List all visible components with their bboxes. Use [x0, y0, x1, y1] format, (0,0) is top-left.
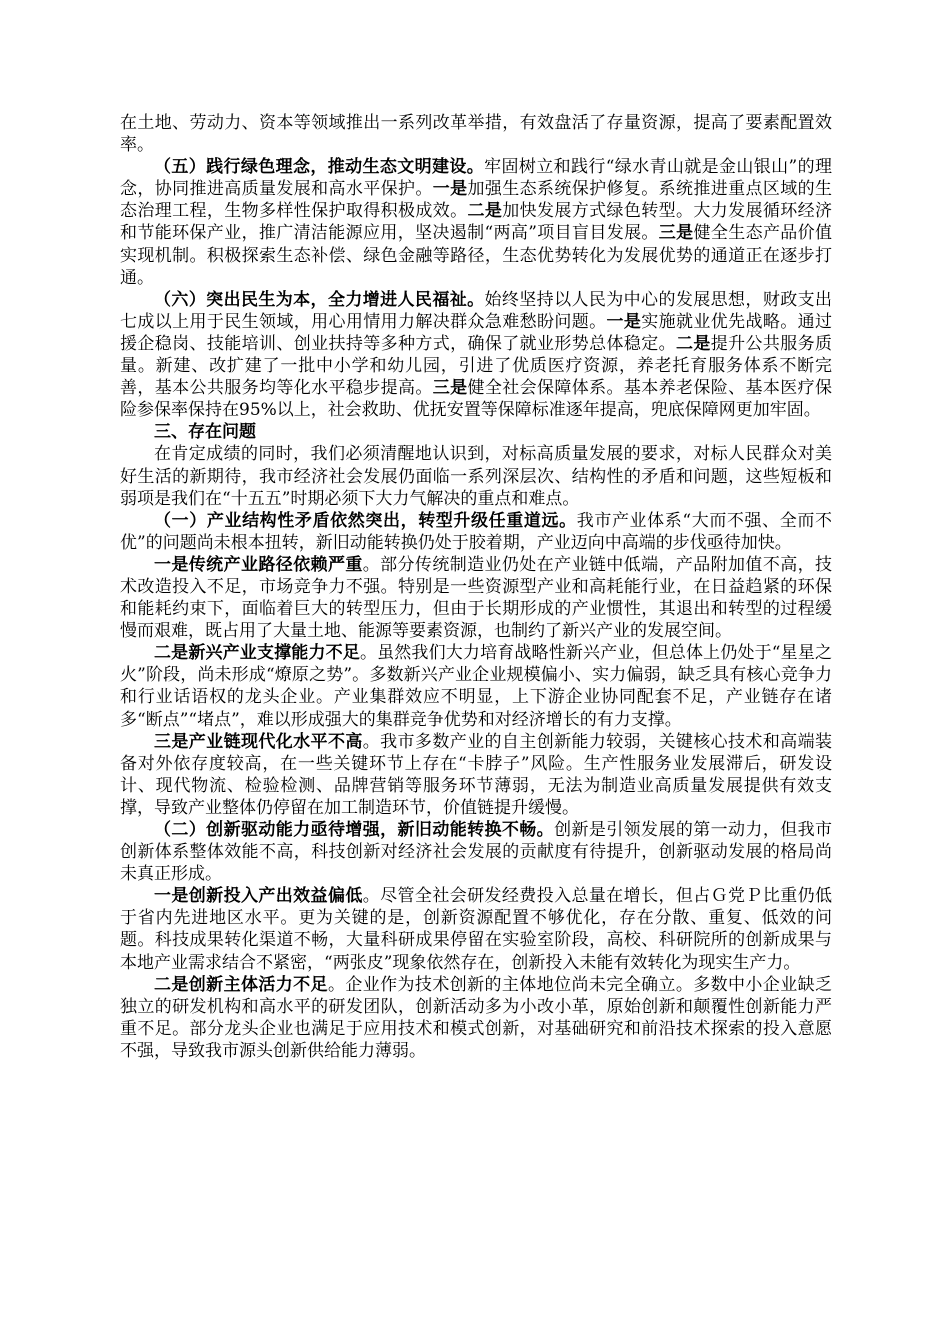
section-heading: （二）创新驱动能力亟待增强，新旧动能转换不畅。 — [154, 820, 555, 840]
paragraph-text: 加快发展方式绿色转型。大力发展循环经济和节能环保产业，推广清洁能源应用，坚决遏制“两高”项目盲目发展。 — [120, 201, 832, 244]
paragraph-text: 。虽然我们大力培育战略性新兴产业，但总体上仍处于“星星之火”阶段，尚未形成“燎原之势”。多数新兴产业企业规模偏小、实力偏弱，缺乏具有核心竞争力和行业话语权的龙头企业。产业集群效应不明显，上下游企业协同配套不足，产业链存在诸多“断点”“堵点”，难以形成强大的集群竞争优势和对经济增长的有力支撑。 — [120, 643, 832, 730]
paragraph-innovation-subject — [120, 974, 832, 1062]
paragraph-text: 加强生态系统保护修复。系统推进重点区域的生态治理工程，生物多样性保护取得积极成效。 — [120, 179, 832, 222]
paragraph-text: 。企业作为技术创新的主体地位尚未完全确立。多数中小企业缺乏独立的研发机构和高水平的研发团队，创新活动多为小改小革，原始创新和颠覆性创新能力严重不足。部分龙头企业也满足于应用技术和模式创新，对基础研究和前沿技术探索的投入意愿不强，导致我市源头创新供给能力薄弱。 — [120, 974, 833, 1061]
paragraph-text: 我市产业体系“大而不强、全而不优”的问题尚未根本扭转，新旧动能转换仍处于胶着期，产业迈向中高端的步伐亟待加快。 — [120, 510, 832, 553]
paragraph-industry-chain — [120, 731, 832, 819]
point-heading: 一是创新投入产出效益偏低 — [154, 886, 363, 907]
point-marker: 一是 — [606, 311, 642, 332]
paragraph-text: 。部分传统制造业仍处在产业链中低端，产品附加值不高，技术改造投入不足，市场竞争力不强。特别是一些资源型产业和高耗能行业，在日益趋紧的环保和能耗约束下，面临着巨大的转型压力，但由于长期形成的产业惯性，其退出和转型的过程缓慢而艰难，既占用了大量土地、能源等要素资源，也制约了新兴产业的发展空间。 — [120, 554, 833, 642]
paragraph-text: 牢固树立和践行“绿水青山就是金山银山”的理念，协同推进高质量发展和高水平保护。 — [120, 157, 832, 200]
paragraph-text: 实施就业优先战略。通过援企稳岗、技能培训、创业扶持等多种方式，确保了就业形势总体稳定。 — [120, 311, 832, 354]
paragraph-text: 。尽管全社会研发经费投入总量在增长，但占Ｇ党Ｐ比重仍低于省内先进地区水平。更为关键的是，创新资源配置不够优化，存在分散、重复、低效的问题。科技成果转化渠道不畅，大量科研成果停留在实验室阶段，高校、科研院所的创新成果与本地产业需求结合不紧密，“两张皮”现象依然存在，创新投入未能有效转化为现实生产力。 — [120, 886, 833, 973]
paragraph-text: 创新是引领发展的第一动力，但我市创新体系整体效能不高，科技创新对经济社会发展的贡献度有待提升，创新驱动发展的格局尚未真正形成。 — [120, 820, 832, 885]
point-heading: 二是创新主体活力不足 — [154, 974, 328, 995]
paragraph-innovation-input — [120, 885, 832, 973]
paragraph-text: 在土地、劳动力、资本等领域推出一系列改革举措，有效盘活了存量资源，提高了要素配置效率。 — [120, 113, 832, 156]
point-heading: 二是新兴产业支撑能力不足 — [154, 643, 360, 664]
paragraph-problem-1-industry — [120, 510, 832, 554]
paragraph-problem-2-innovation — [120, 819, 832, 885]
section-heading: （一）产业结构性矛盾依然突出，转型升级任重道远。 — [154, 510, 577, 531]
paragraph-text: 提升公共服务质量。新建、改扩建了一批中小学和幼儿园，引进了优质医疗资源，养老托育服务体系不断完善，基本公共服务均等化水平稳步提高。 — [120, 333, 832, 399]
paragraph-land-reform-continued — [120, 112, 832, 156]
section-heading: （五）践行绿色理念，推动生态文明建设。 — [154, 157, 485, 178]
paragraph-text: 始终坚持以人民为中心的发展思想，财政支出七成以上用于民生领域，用心用情用力解决群众急难愁盼问题。 — [120, 289, 832, 332]
paragraph-problems-intro — [120, 443, 832, 509]
paragraph-traditional-industry — [120, 554, 832, 642]
paragraph-text: 健全生态产品价值实现机制。积极探索生态补偿、绿色金融等路径，生态优势转化为发展优势的通道正在逐步打通。 — [120, 223, 833, 288]
paragraph-section-5-green — [120, 156, 832, 289]
point-marker: 二是 — [467, 201, 503, 222]
chapter-heading-problems — [120, 421, 832, 443]
point-heading: 三是产业链现代化水平不高 — [154, 731, 363, 752]
point-heading: 一是传统产业路径依赖严重 — [154, 554, 363, 575]
paragraph-text: 健全社会保障体系。基本养老保险、基本医疗保险参保率保持在95%以上，社会救助、优抚安置等保障标准逐年提高，兜底保障网更加牢固。 — [120, 378, 832, 421]
point-marker: 一是 — [432, 179, 468, 200]
paragraph-text: 。我市多数产业的自主创新能力较弱，关键核心技术和高端装备对外依存度较高，在一些关键环节上存在“卡脖子”风险。生产性服务业发展滞后，研发设计、现代物流、检验检测、品牌营销等服务环节薄弱，无法为制造业高质量发展提供有效支撑，导致产业整体仍停留在加工制造环节，价值链提升缓慢。 — [120, 731, 833, 818]
paragraph-section-6-livelihood — [120, 289, 832, 422]
point-marker: 二是 — [676, 333, 711, 354]
point-marker: 三是 — [432, 378, 468, 399]
chapter-heading-text: 三、存在问题 — [154, 422, 256, 443]
point-marker: 三是 — [658, 223, 694, 244]
paragraph-emerging-industry — [120, 642, 832, 730]
paragraph-text: 在肯定成绩的同时，我们必须清醒地认识到，对标高质量发展的要求，对标人民群众对美好生活的新期待，我市经济社会发展仍面临一系列深层次、结构性的矛盾和问题，这些短板和弱项是我们在“十五五”时期必须下大力气解决的重点和难点。 — [120, 444, 832, 509]
section-heading: （六）突出民生为本，全力增进人民福祉。 — [154, 289, 485, 310]
